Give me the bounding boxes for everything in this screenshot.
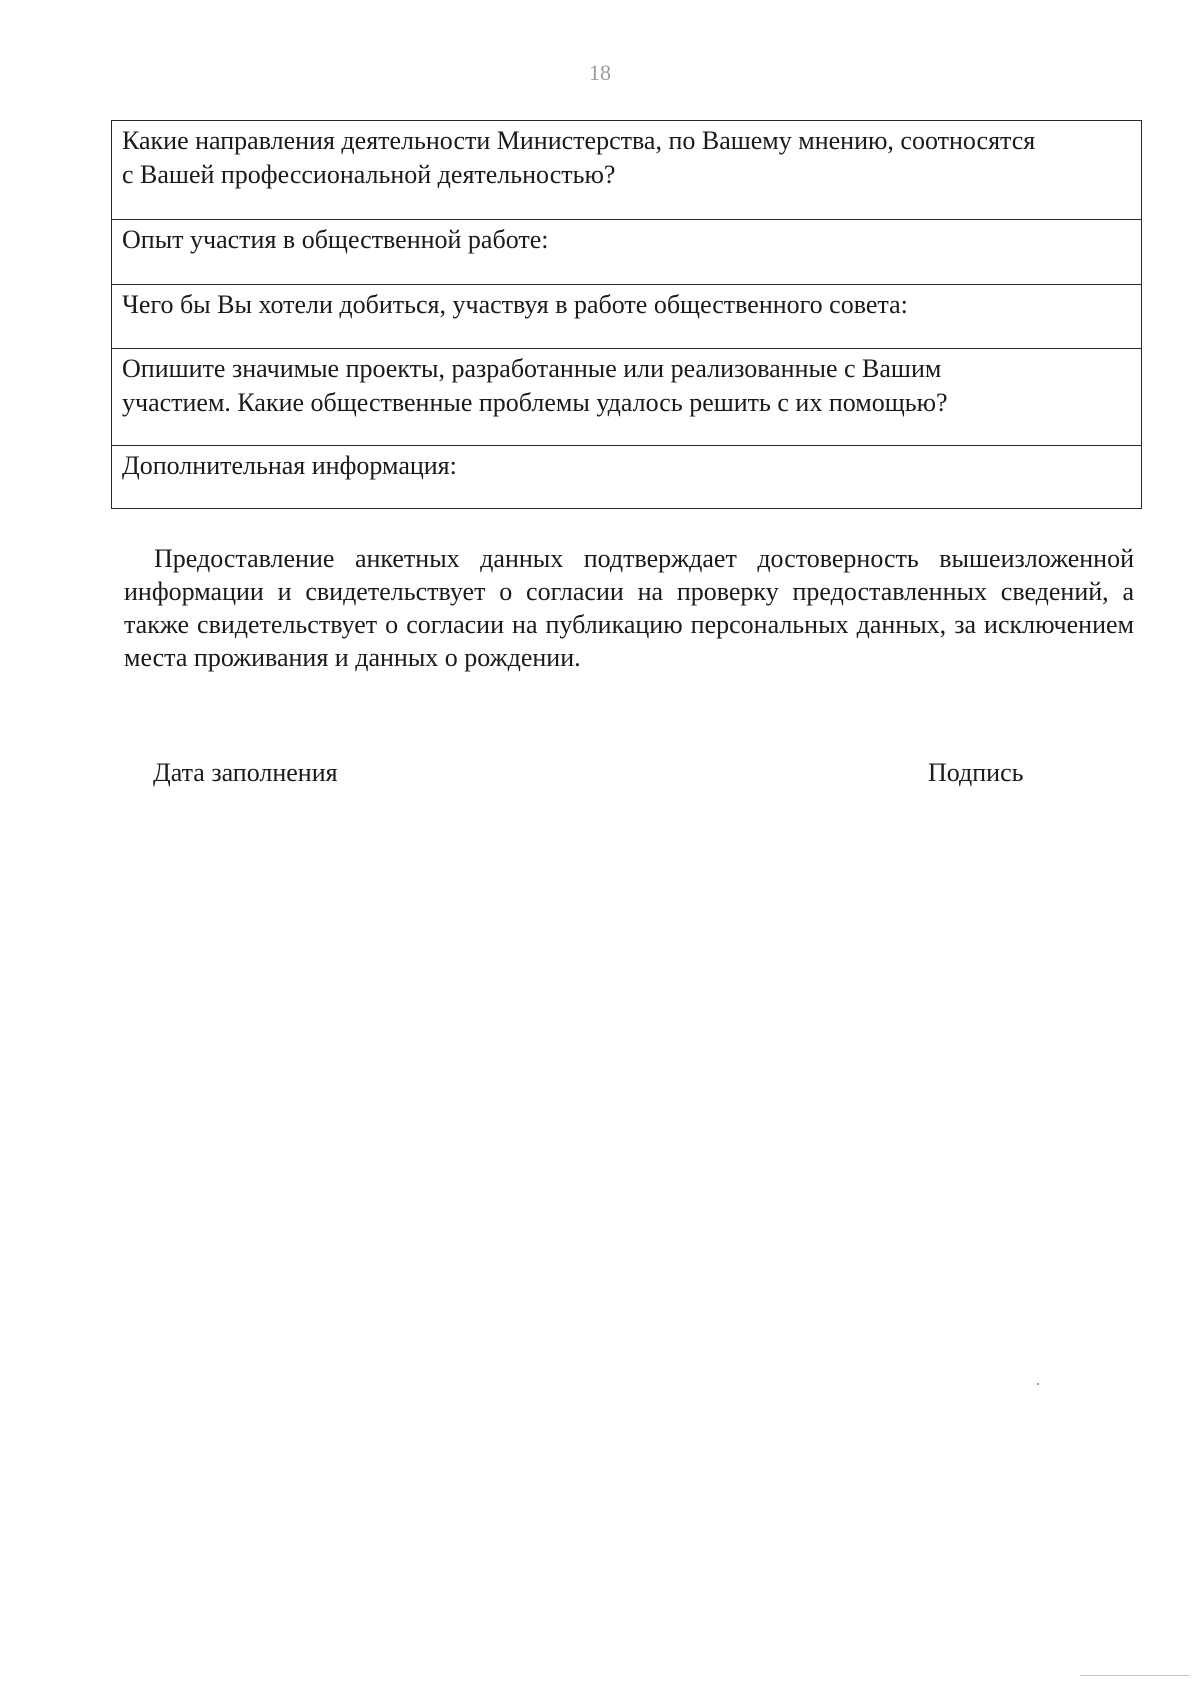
question-label-line: с Вашей профессиональной деятельностью? <box>122 160 616 189</box>
question-label-line: Дополнительная информация: <box>122 451 457 480</box>
scan-edge-line <box>1080 1675 1190 1676</box>
question-label-line: Чего бы Вы хотели добиться, участвуя в работе общественного совета: <box>122 290 908 319</box>
question-row-public-work-experience <box>112 219 1141 284</box>
question-label-line: Опыт участия в общественной работе: <box>122 225 549 254</box>
question-label-line: Опишите значимые проекты, разработанные или реализованные с Вашим <box>122 354 942 383</box>
signature-label: Подпись <box>928 758 1024 787</box>
question-row-council-goals <box>112 284 1141 348</box>
question-label-line: Какие направления деятельности Министерства, по Вашему мнению, соотносятся <box>122 126 1036 155</box>
date-of-completion-label: Дата заполнения <box>153 758 338 787</box>
question-label-line: участием. Какие общественные проблемы удалось решить с их помощью? <box>122 388 948 417</box>
page-number: 18 <box>589 60 611 85</box>
question-row-significant-projects <box>112 348 1141 445</box>
question-row-additional-info <box>112 445 1141 508</box>
question-row-ministry-directions <box>112 121 1141 219</box>
consent-paragraph: Предоставление анкетных данных подтверждает достоверность вышеизложенной информации и свидетельствует о согласии на проверку предоставленных сведений, а также свидетельствует о согласии на публикацию персональных данных, за исключением места проживания и данных о рождении. <box>124 544 1134 672</box>
scan-speck <box>1037 1383 1039 1385</box>
questionnaire-table <box>111 120 1142 509</box>
